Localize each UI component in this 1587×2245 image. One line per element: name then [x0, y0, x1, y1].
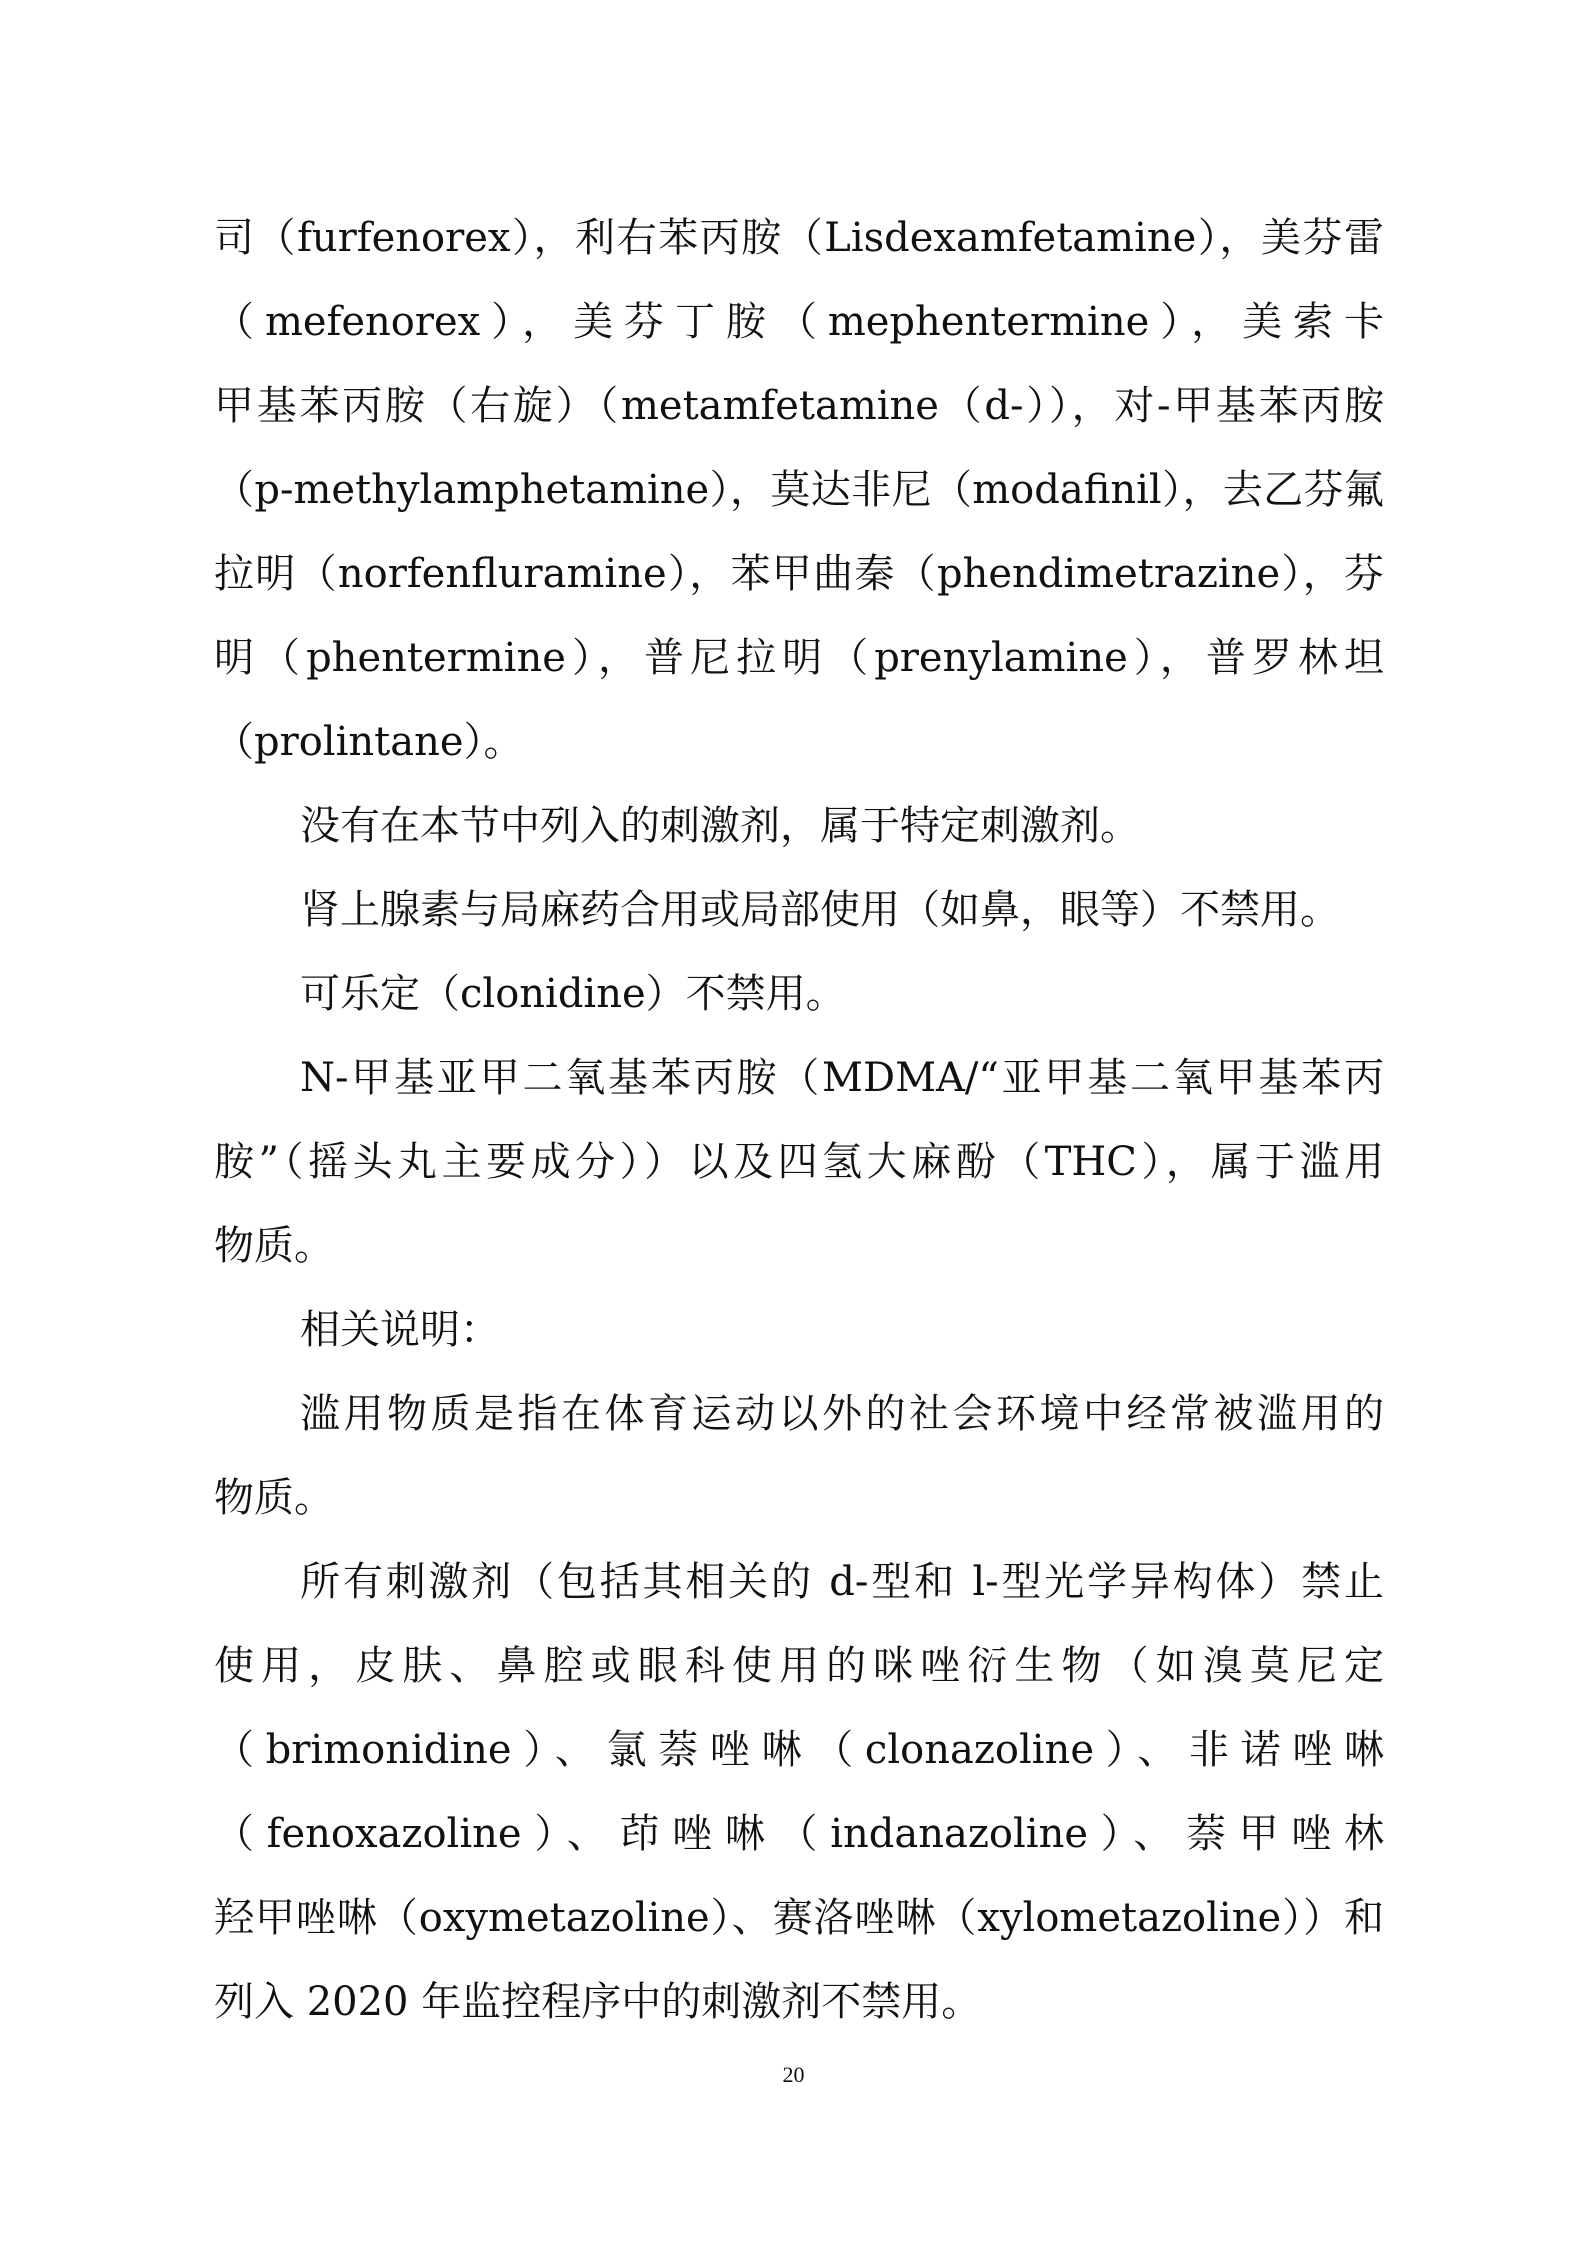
text-line-6: 明（phentermine），普尼拉明（prenylamine），普罗林坦	[214, 635, 1384, 681]
document-body	[214, 196, 1384, 2044]
text-line-13: 物质。	[214, 1223, 334, 1269]
text-line-22: 列入 2020 年监控程序中的刺激剂不禁用。	[214, 1979, 982, 2025]
text-line-19: （brimonidine）、氯萘唑啉（clonazoline）、非诺唑啉	[214, 1727, 1384, 1773]
text-line-12: 胺”（摇头丸主要成分））以及四氢大麻酚（THC），属于滥用	[214, 1139, 1384, 1185]
text-line-16: 物质。	[214, 1475, 334, 1521]
text-line-18: 使用，皮肤、鼻腔或眼科使用的咪唑衍生物（如溴莫尼定	[214, 1643, 1384, 1689]
text-line-17: 所有刺激剂（包括其相关的 d-型和 l-型光学异构体）禁止	[300, 1559, 1384, 1605]
text-line-2: （mefenorex），美芬丁胺（mephentermine），美索卡	[214, 299, 1384, 345]
text-line-7: （prolintane）。	[214, 719, 524, 765]
text-line-10: 可乐定（clonidine）不禁用。	[300, 971, 846, 1017]
text-line-20: （fenoxazoline）、茚唑啉（indanazoline）、萘甲唑林	[214, 1811, 1384, 1857]
page-number: 20	[782, 2062, 805, 2087]
text-line-8: 没有在本节中列入的刺激剂，属于特定刺激剂。	[300, 803, 1140, 849]
text-line-3: 甲基苯丙胺（右旋）（metamfetamine（d-）），对-甲基苯丙胺	[214, 383, 1384, 429]
text-line-5: 拉明（norfenfluramine），苯甲曲秦（phendimetrazine），芬	[214, 551, 1384, 597]
text-line-11: N-甲基亚甲二氧基苯丙胺（MDMA/“亚甲基二氧甲基苯丙	[300, 1055, 1384, 1101]
text-line-4: （p-methylamphetamine），莫达非尼（modafinil），去乙芬氟	[214, 467, 1384, 513]
text-line-15: 滥用物质是指在体育运动以外的社会环境中经常被滥用的	[300, 1391, 1384, 1437]
text-line-1: 司（furfenorex），利右苯丙胺（Lisdexamfetamine），美芬雷	[214, 215, 1384, 261]
text-line-21: 羟甲唑啉（oxymetazoline）、赛洛唑啉（xylometazoline））和	[214, 1895, 1384, 1941]
text-line-14: 相关说明：	[300, 1307, 500, 1353]
text-line-9: 肾上腺素与局麻药合用或局部使用（如鼻，眼等）不禁用。	[300, 887, 1340, 933]
